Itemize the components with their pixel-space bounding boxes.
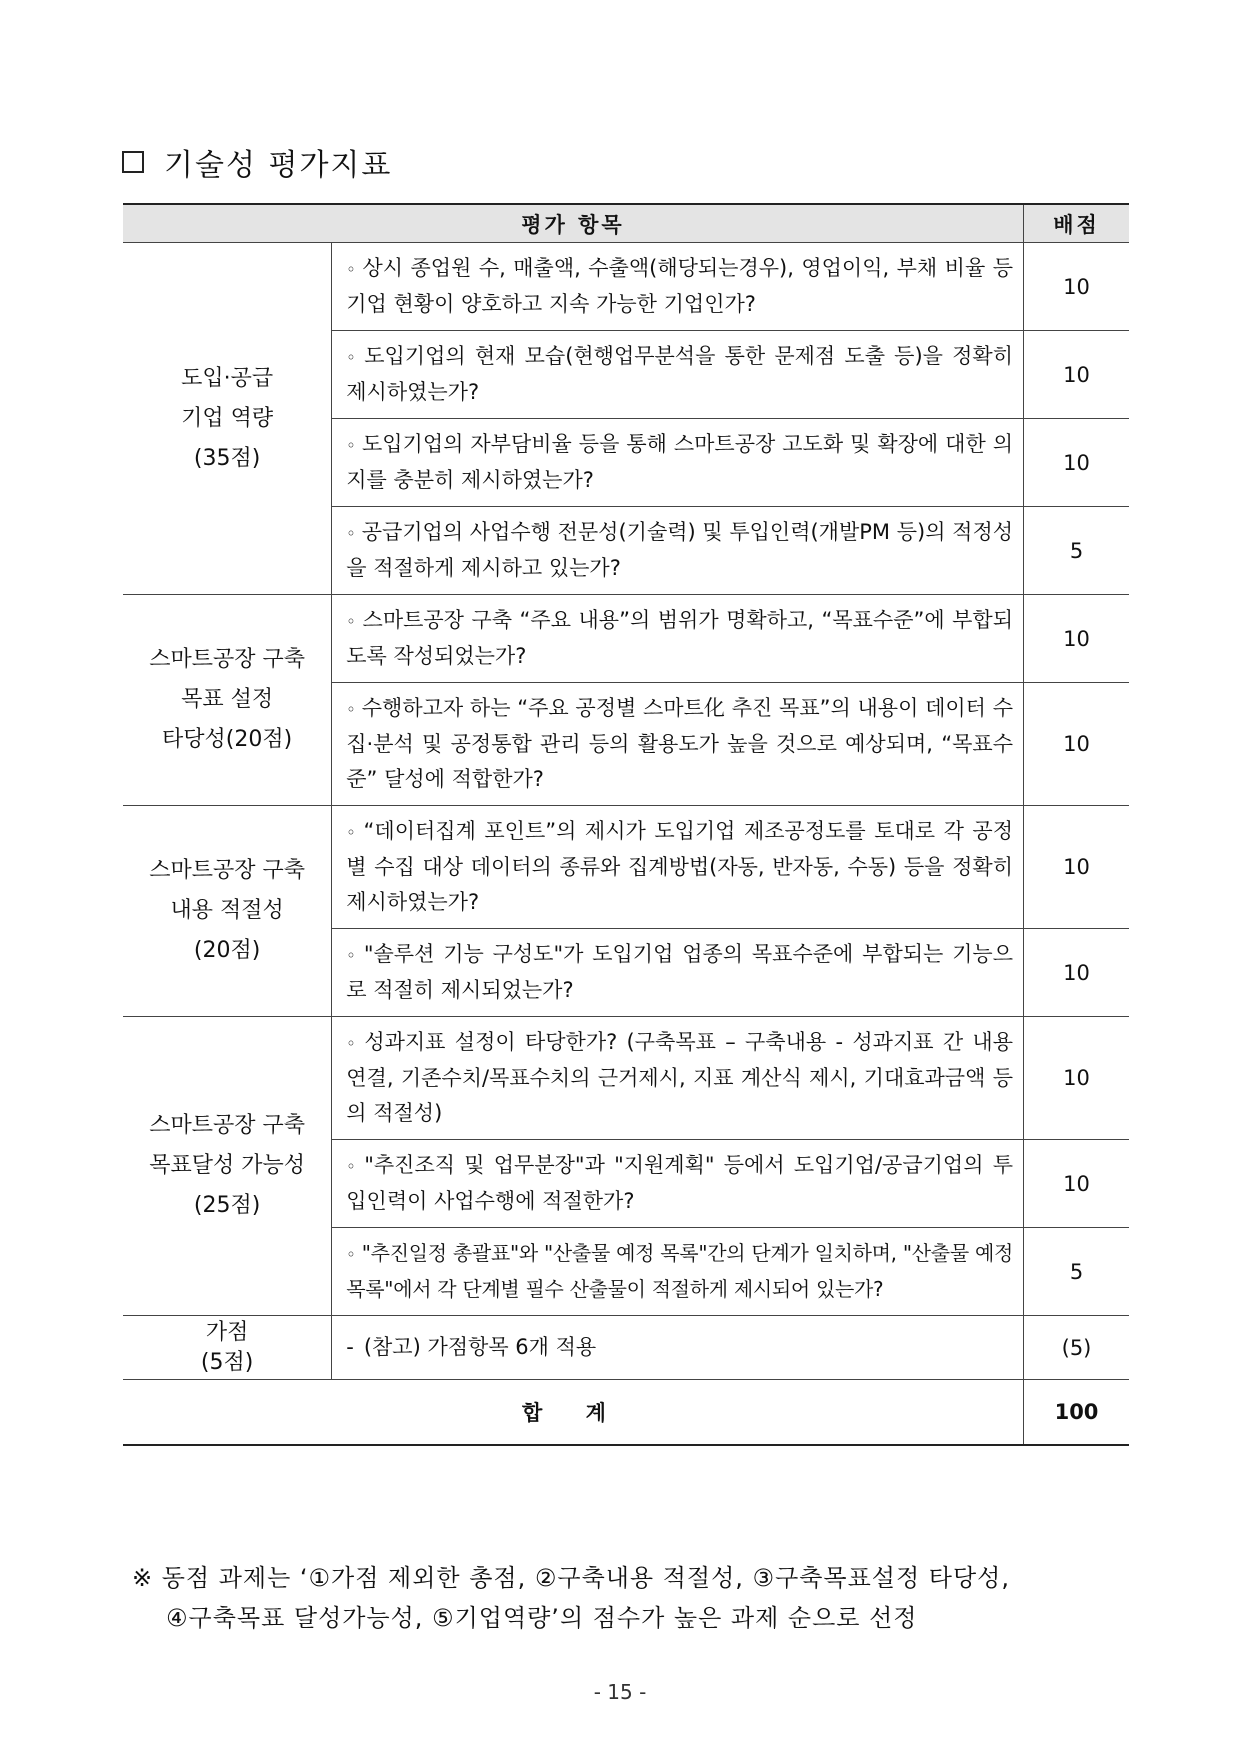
item-text: 도입기업의 자부담비율 등을 통해 스마트공장 고도화 및 확장에 대한 의지를 충분히 제시하였는가? <box>346 432 1013 492</box>
item-cell <box>332 683 1024 806</box>
footnote-line2: ④구축목표 달성가능성, ⑤기업역량’의 점수가 높은 과제 순으로 선정 <box>166 1604 918 1632</box>
page-title-text: 기술성 평가지표 <box>164 148 393 183</box>
score-cell: 10 <box>1024 331 1130 419</box>
item-cell <box>332 243 1024 331</box>
category-line: 스마트공장 구축 <box>149 858 305 883</box>
bullet-icon: ◦ <box>346 1157 359 1176</box>
table-row <box>123 595 1129 683</box>
category-line: 목표달성 가능성 <box>149 1153 305 1178</box>
item-text: 성과지표 설정이 타당한가? (구축목표 – 구축내용 - 성과지표 간 내용 연결, 기존수치/목표수치의 근거제시, 지표 계산식 제시, 기대효과금액 등의 적절성) <box>346 1030 1013 1125</box>
item-text: 스마트공장 구축 “주요 내용”의 범위가 명확하고, “목표수준”에 부합되도록 작성되었는가? <box>346 608 1014 668</box>
category-line: 스마트공장 구축 <box>149 647 305 672</box>
header-item: 평가 항목 <box>123 204 1024 243</box>
category-line: 가점 <box>205 1319 249 1345</box>
header-score: 배점 <box>1024 204 1130 243</box>
bullet-icon: ◦ <box>346 1034 359 1053</box>
category-line: 기업 역량 <box>181 405 274 431</box>
total-score: 100 <box>1024 1380 1130 1446</box>
score-cell: 5 <box>1024 1228 1130 1316</box>
score-cell: 10 <box>1024 595 1130 683</box>
footnote <box>132 1558 1132 1638</box>
bullet-icon: ◦ <box>346 700 356 719</box>
category-line: 목표 설정 <box>181 687 274 712</box>
item-cell <box>332 507 1024 595</box>
item-text: 공급기업의 사업수행 전문성(기술력) 및 투입인력(개발PM 등)의 적정성을 적절하게 제시하고 있는가? <box>346 520 1014 580</box>
item-cell <box>332 1140 1024 1228</box>
checkbox-icon <box>122 151 144 173</box>
item-cell <box>332 1228 1024 1316</box>
bonus-row <box>123 1316 1129 1380</box>
category-cell <box>123 243 332 595</box>
total-row <box>123 1380 1129 1446</box>
item-text: 수행하고자 하는 “주요 공정별 스마트化 추진 목표”의 내용이 데이터 수집·분석 및 공정통합 관리 등의 활용도가 높을 것으로 예상되며, “목표수준” 달성에 적합한가? <box>346 696 1013 791</box>
category-line: 내용 적절성 <box>170 898 284 923</box>
category-line: (35점) <box>193 445 261 471</box>
item-cell <box>332 331 1024 419</box>
bullet-icon: ◦ <box>346 612 357 631</box>
score-cell: 10 <box>1024 419 1130 507</box>
score-cell: 10 <box>1024 243 1130 331</box>
table-header-row <box>123 204 1129 243</box>
category-line: (5점) <box>200 1349 254 1375</box>
category-line: 타당성(20점) <box>162 727 293 752</box>
category-line: (25점) <box>193 1193 261 1218</box>
bullet-icon: ◦ <box>346 436 356 455</box>
item-text: 도입기업의 현재 모습(현행업무분석을 통한 문제점 도출 등)을 정확히 제시하였는가? <box>346 344 1014 404</box>
page-number: - 15 - <box>593 1680 647 1704</box>
footnote-line1: ※ 동점 과제는 ‘①가점 제외한 총점, ②구축내용 적절성, ③구축목표설정 타당성, <box>132 1564 1010 1592</box>
total-label: 합 계 <box>123 1380 1024 1446</box>
item-cell <box>332 595 1024 683</box>
table-row <box>123 243 1129 331</box>
category-cell <box>123 806 332 1017</box>
bonus-item-cell <box>332 1316 1024 1380</box>
item-cell <box>332 1017 1024 1140</box>
evaluation-table <box>123 203 1129 1446</box>
category-line: (20점) <box>193 938 261 963</box>
bullet-icon: ◦ <box>346 823 358 842</box>
bullet-icon: ◦ <box>346 348 359 367</box>
bonus-item-text: (참고) 가점항목 6개 적용 <box>363 1335 597 1359</box>
item-cell <box>332 929 1024 1017</box>
score-cell: 10 <box>1024 1017 1130 1140</box>
page-title <box>122 140 392 184</box>
item-text: "솔루션 기능 구성도"가 도입기업 업종의 목표수준에 부합되는 기능으로 적절히 제시되었는가? <box>346 942 1013 1002</box>
score-cell: 10 <box>1024 806 1130 929</box>
score-cell: 5 <box>1024 507 1130 595</box>
bullet-icon: ◦ <box>346 524 356 543</box>
category-line: 도입·공급 <box>181 365 274 391</box>
table-row <box>123 1017 1129 1140</box>
bullet-icon: ◦ <box>346 260 357 279</box>
bullet-icon: ◦ <box>346 1245 356 1264</box>
item-text: "추진일정 총괄표"와 "산출물 예정 목록"간의 단계가 일치하며, "산출물 예정 목록"에서 각 단계별 필수 산출물이 적절하게 제시되어 있는가? <box>346 1241 1014 1301</box>
item-text: “데이터집계 포인트”의 제시가 도입기업 제조공정도를 토대로 각 공정별 수집 대상 데이터의 종류와 집계방법(자동, 반자동, 수동) 등을 정확히 제시하였는가? <box>346 819 1013 914</box>
category-cell <box>123 1017 332 1316</box>
table-row <box>123 806 1129 929</box>
category-cell <box>123 595 332 806</box>
bonus-category-cell <box>123 1316 332 1380</box>
item-text: "추진조직 및 업무분장"과 "지원계획" 등에서 도입기업/공급기업의 투입인력이 사업수행에 적절한가? <box>346 1153 1013 1213</box>
category-line: 스마트공장 구축 <box>149 1113 305 1138</box>
item-cell <box>332 806 1024 929</box>
dash-icon: - <box>346 1335 354 1359</box>
score-cell: 10 <box>1024 1140 1130 1228</box>
item-text: 상시 종업원 수, 매출액, 수출액(해당되는경우), 영업이익, 부채 비율 등 기업 현황이 양호하고 지속 가능한 기업인가? <box>346 256 1013 316</box>
item-cell <box>332 419 1024 507</box>
score-cell: 10 <box>1024 929 1130 1017</box>
bonus-score-cell: (5) <box>1024 1316 1130 1380</box>
bullet-icon: ◦ <box>346 946 358 965</box>
score-cell: 10 <box>1024 683 1130 806</box>
